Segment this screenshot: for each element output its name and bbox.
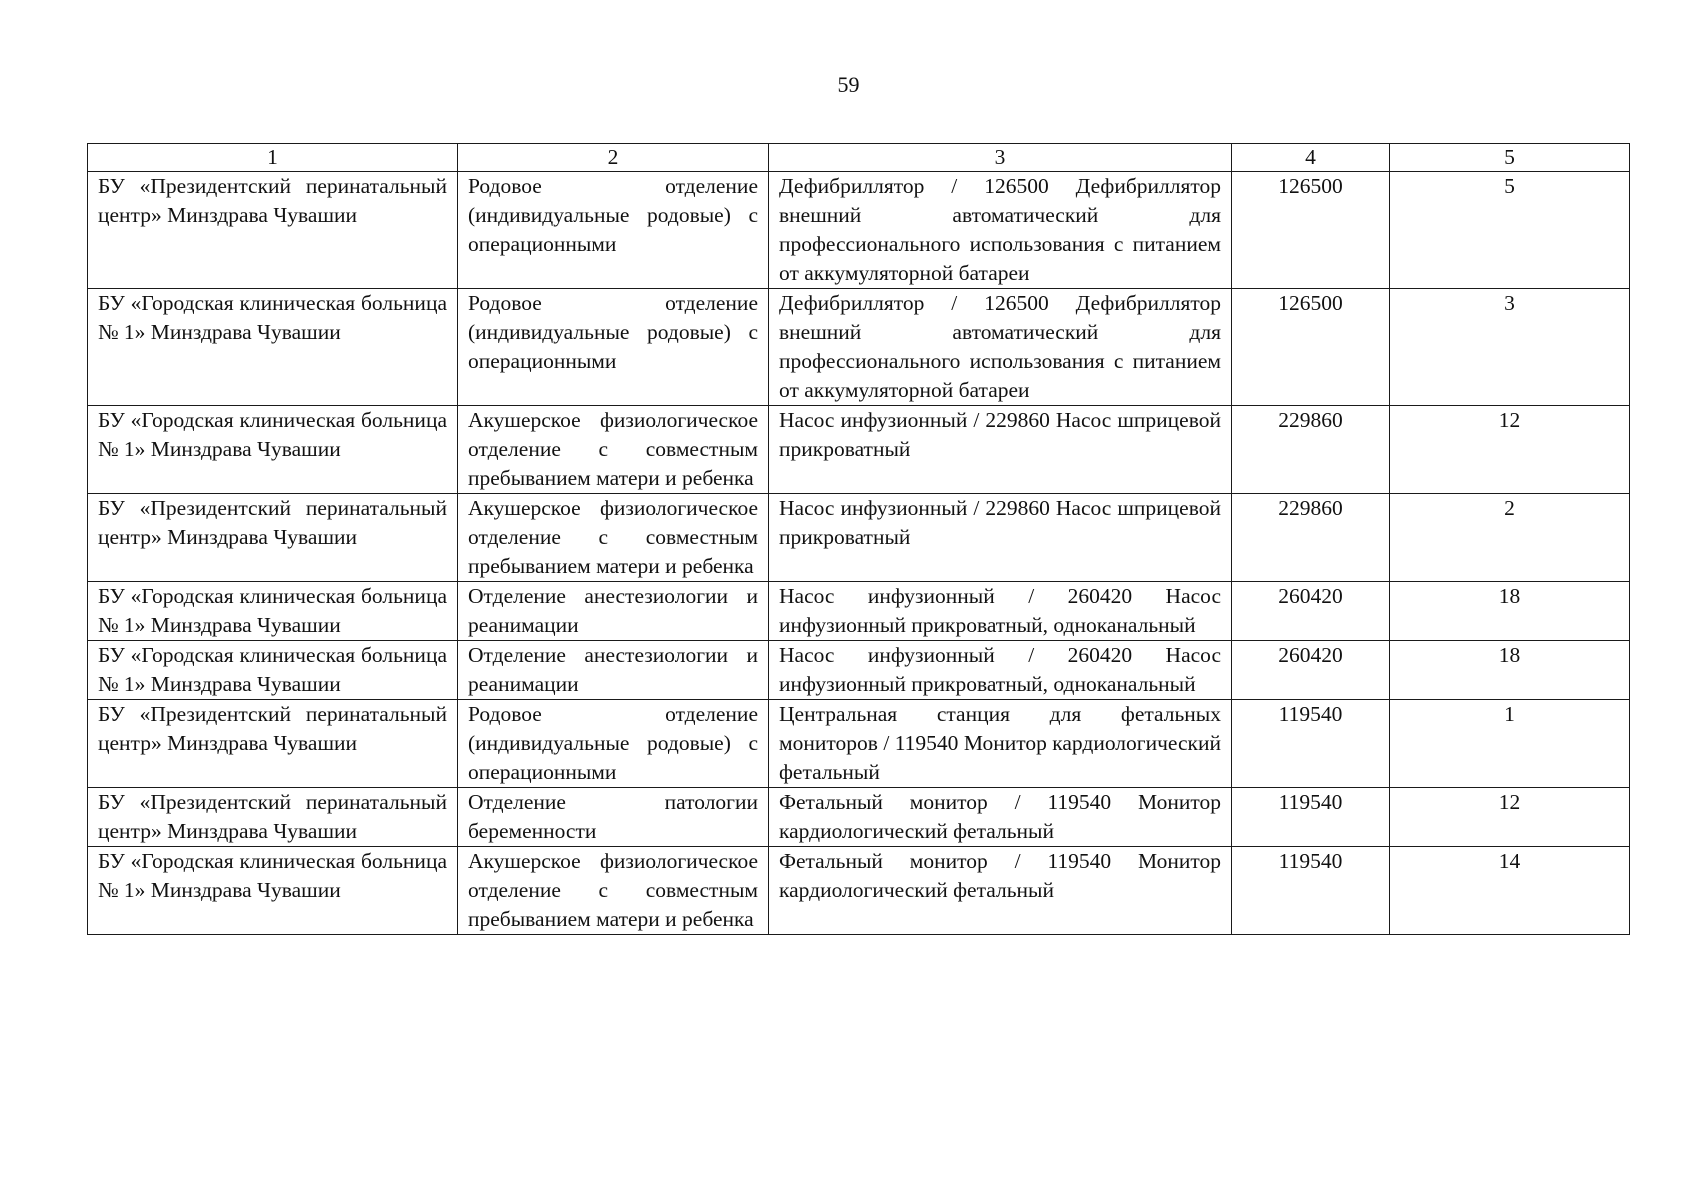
organization-cell: БУ «Президентский перинатальный центр» Минздрава Чувашии	[88, 700, 458, 788]
organization-cell: БУ «Президентский перинатальный центр» Минздрава Чувашии	[88, 172, 458, 289]
organization-cell: БУ «Городская клиническая больница № 1» Минздрава Чувашии	[88, 582, 458, 641]
page-number: 59	[837, 72, 860, 97]
organization-cell: БУ «Городская клиническая больница № 1» Минздрава Чувашии	[88, 641, 458, 700]
table-row	[88, 847, 1630, 935]
quantity-cell: 2	[1390, 494, 1630, 582]
header-row	[88, 144, 1630, 172]
department-cell: Отделение анестезиологии и реанимации	[458, 582, 769, 641]
organization-cell: БУ «Городская клиническая больница № 1» Минздрава Чувашии	[88, 847, 458, 935]
quantity-cell: 14	[1390, 847, 1630, 935]
table-row	[88, 788, 1630, 847]
code-cell: 126500	[1232, 172, 1390, 289]
organization-cell: БУ «Городская клиническая больница № 1» Минздрава Чувашии	[88, 289, 458, 406]
table-body	[88, 172, 1630, 935]
equipment-table	[87, 143, 1630, 935]
organization-cell: БУ «Президентский перинатальный центр» Минздрава Чувашии	[88, 494, 458, 582]
quantity-cell: 12	[1390, 788, 1630, 847]
organization-cell: БУ «Президентский перинатальный центр» Минздрава Чувашии	[88, 788, 458, 847]
equipment-cell: Фетальный монитор / 119540 Монитор кардиологический фетальный	[769, 788, 1232, 847]
code-cell: 229860	[1232, 494, 1390, 582]
table-row	[88, 582, 1630, 641]
table-row	[88, 289, 1630, 406]
quantity-cell: 3	[1390, 289, 1630, 406]
department-cell: Родовое отделение (индивидуальные родовые) с операционными	[458, 172, 769, 289]
column-header-3: 3	[769, 144, 1232, 172]
table-row	[88, 172, 1630, 289]
equipment-cell: Центральная станция для фетальных мониторов / 119540 Монитор кардиологический фетальный	[769, 700, 1232, 788]
quantity-cell: 18	[1390, 641, 1630, 700]
department-cell: Отделение патологии беременности	[458, 788, 769, 847]
equipment-cell: Дефибриллятор / 126500 Дефибриллятор внешний автоматический для профессионального использования с питанием от аккумуляторной батареи	[769, 289, 1232, 406]
equipment-cell: Насос инфузионный / 229860 Насос шприцевой прикроватный	[769, 494, 1232, 582]
equipment-cell: Фетальный монитор / 119540 Монитор кардиологический фетальный	[769, 847, 1232, 935]
department-cell: Акушерское физиологическое отделение с совместным пребыванием матери и ребенка	[458, 494, 769, 582]
quantity-cell: 5	[1390, 172, 1630, 289]
department-cell: Акушерское физиологическое отделение с совместным пребыванием матери и ребенка	[458, 847, 769, 935]
table-header	[88, 144, 1630, 172]
table-row	[88, 700, 1630, 788]
column-header-5: 5	[1390, 144, 1630, 172]
department-cell: Отделение анестезиологии и реанимации	[458, 641, 769, 700]
code-cell: 119540	[1232, 700, 1390, 788]
code-cell: 119540	[1232, 847, 1390, 935]
department-cell: Акушерское физиологическое отделение с совместным пребыванием матери и ребенка	[458, 406, 769, 494]
column-header-2: 2	[458, 144, 769, 172]
organization-cell: БУ «Городская клиническая больница № 1» Минздрава Чувашии	[88, 406, 458, 494]
column-header-4: 4	[1232, 144, 1390, 172]
code-cell: 260420	[1232, 582, 1390, 641]
equipment-cell: Дефибриллятор / 126500 Дефибриллятор внешний автоматический для профессионального использования с питанием от аккумуляторной батареи	[769, 172, 1232, 289]
department-cell: Родовое отделение (индивидуальные родовые) с операционными	[458, 700, 769, 788]
code-cell: 119540	[1232, 788, 1390, 847]
quantity-cell: 12	[1390, 406, 1630, 494]
table-row	[88, 406, 1630, 494]
equipment-cell: Насос инфузионный / 260420 Насос инфузионный прикроватный, одноканальный	[769, 641, 1232, 700]
code-cell: 260420	[1232, 641, 1390, 700]
table-row	[88, 641, 1630, 700]
code-cell: 229860	[1232, 406, 1390, 494]
code-cell: 126500	[1232, 289, 1390, 406]
equipment-cell: Насос инфузионный / 229860 Насос шприцевой прикроватный	[769, 406, 1232, 494]
equipment-cell: Насос инфузионный / 260420 Насос инфузионный прикроватный, одноканальный	[769, 582, 1232, 641]
department-cell: Родовое отделение (индивидуальные родовые) с операционными	[458, 289, 769, 406]
column-header-1: 1	[88, 144, 458, 172]
quantity-cell: 1	[1390, 700, 1630, 788]
quantity-cell: 18	[1390, 582, 1630, 641]
table-row	[88, 494, 1630, 582]
